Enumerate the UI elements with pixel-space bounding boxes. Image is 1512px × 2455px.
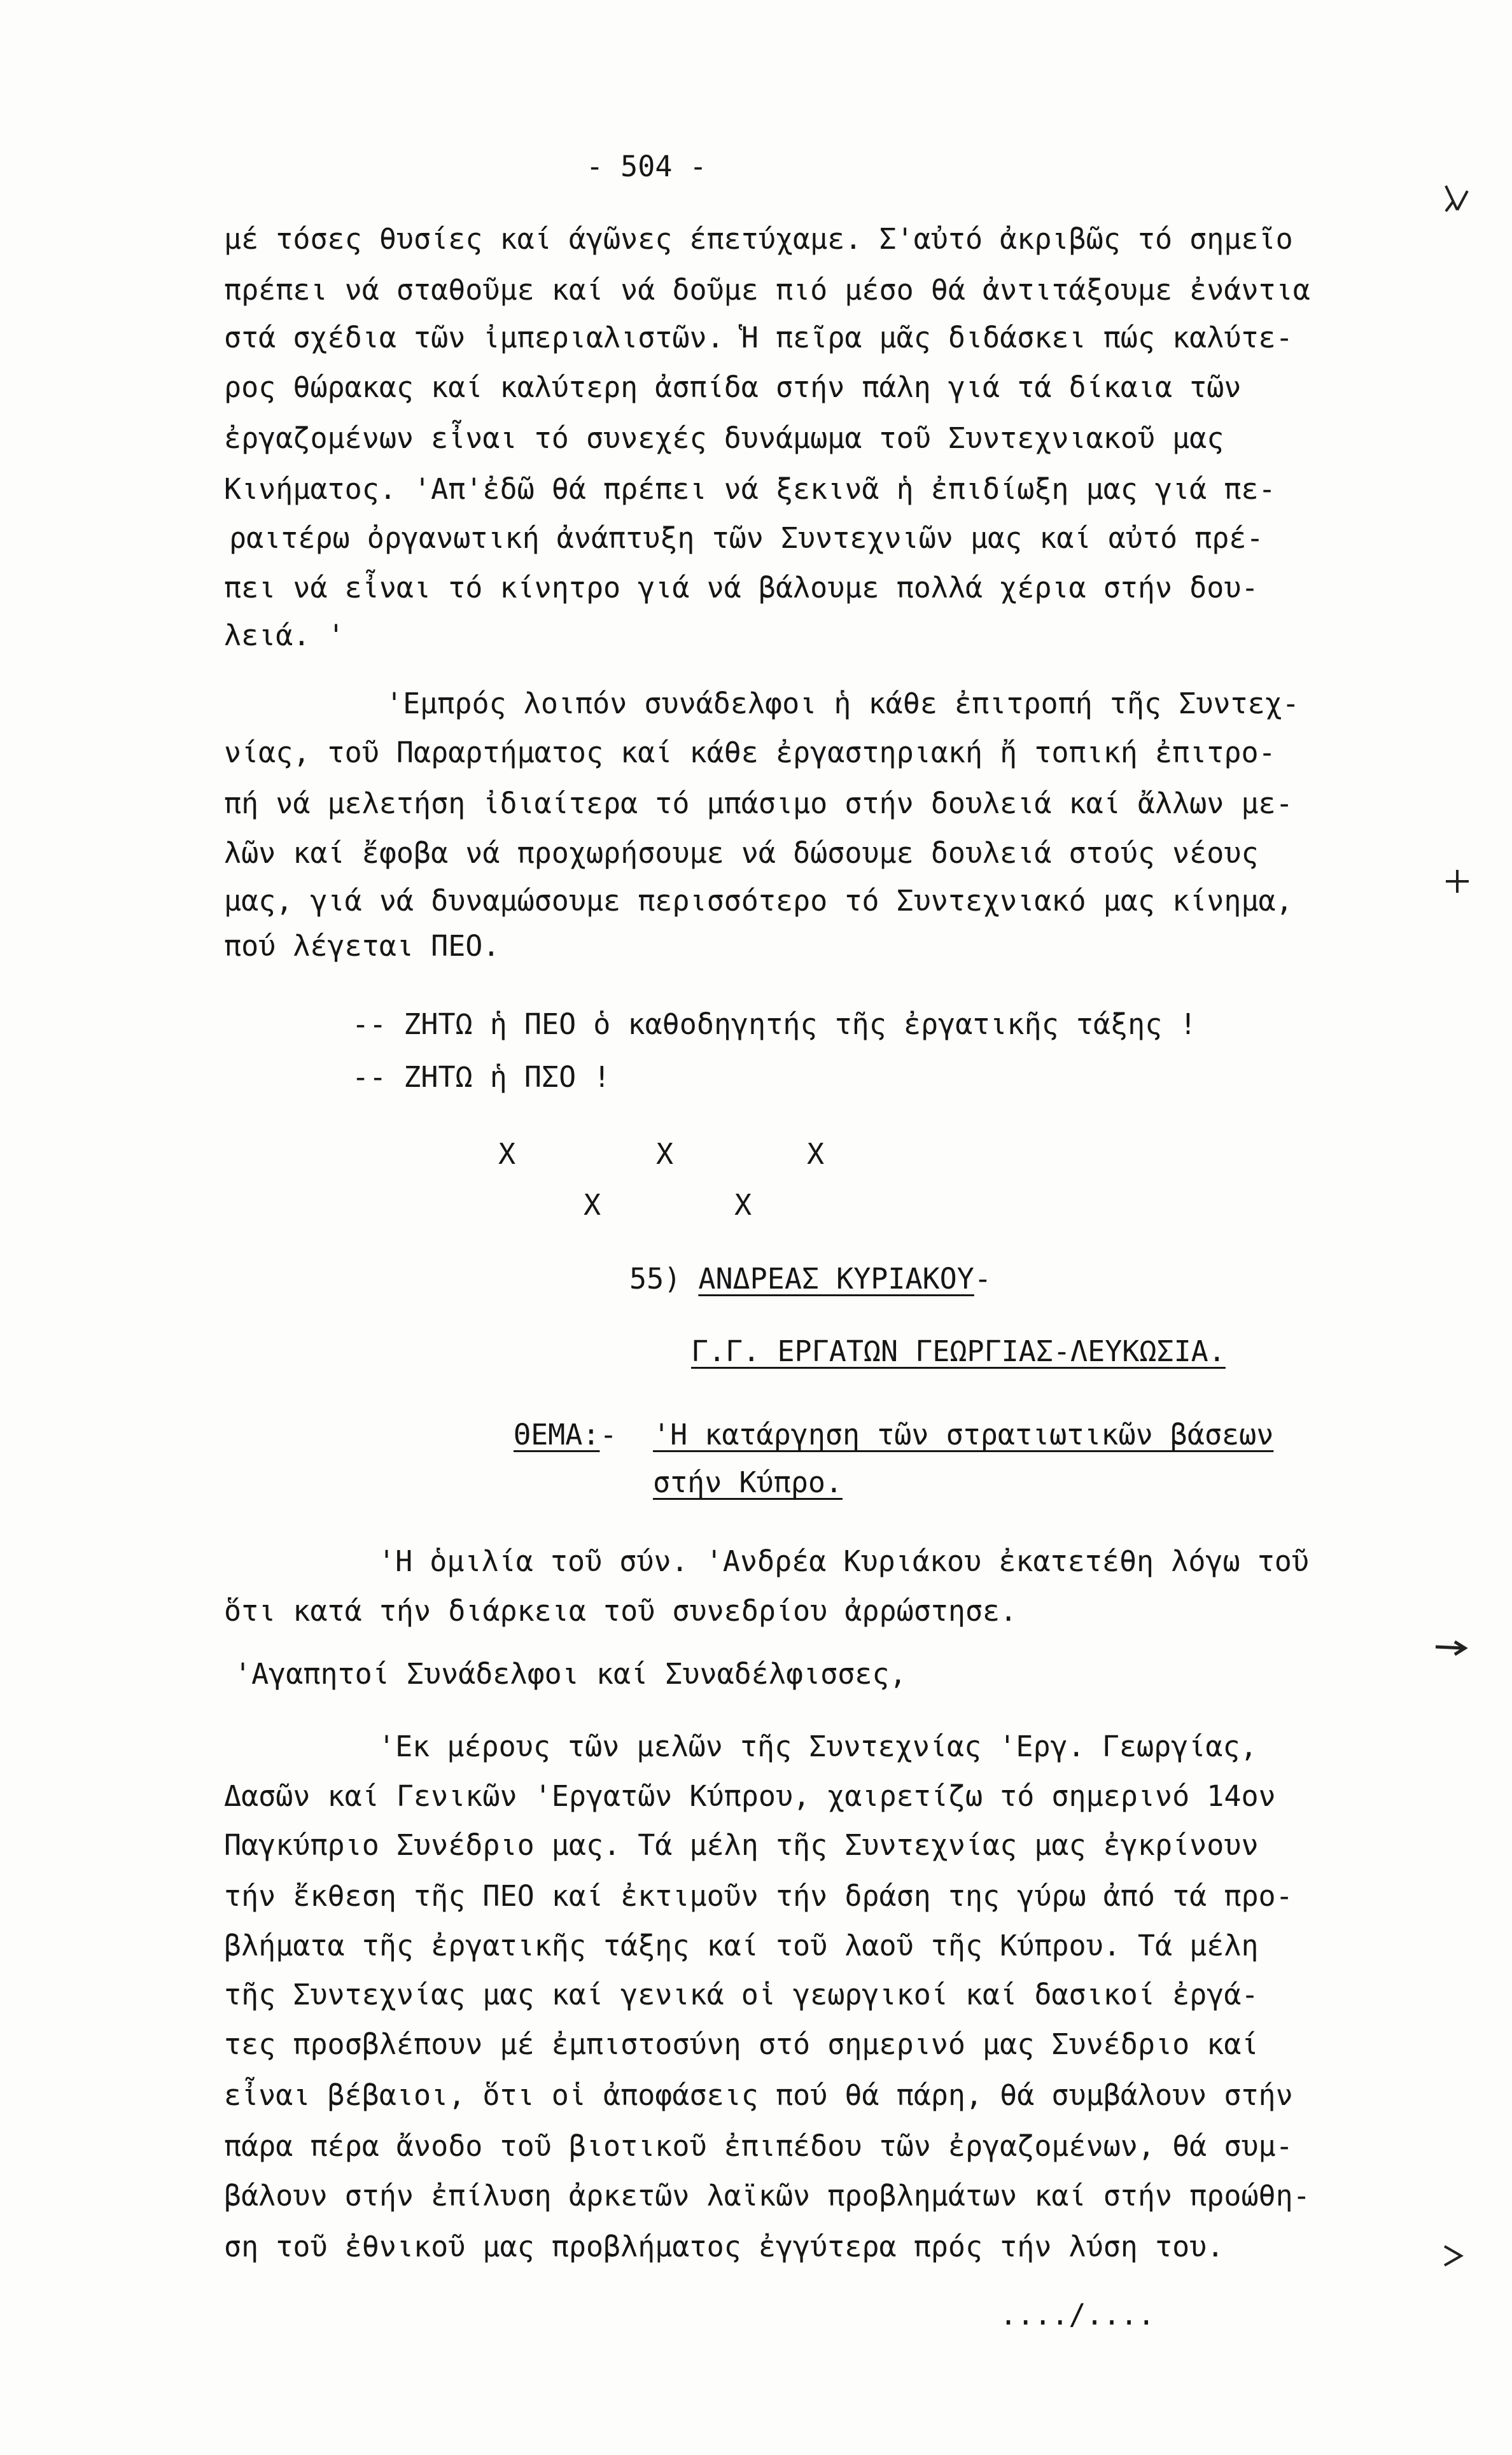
corner-mark <box>1446 186 1467 211</box>
paragraph-2-line: μας, γιά νά δυναμώσουμε περισσότερο τό Συντεχνιακό μας κίνημα, <box>224 884 1293 918</box>
slogan-line: -- ΖΗΤΩ ἡ ΠΕΟ ὁ καθοδηγητής τῆς ἐργατικῆς τάξης ! <box>352 1007 1197 1041</box>
paragraph-1-line: ἐργαζομένων εἶναι τό συνεχές δυνάμωμα τοῦ Συντεχνιακοῦ μας <box>224 421 1224 455</box>
speaker-number: 55) <box>629 1262 682 1296</box>
separator-mark: Χ <box>498 1137 516 1171</box>
speaker-name-end: - <box>974 1262 991 1296</box>
paragraph-3-line: ση τοῦ ἐθνικοῦ μας προβλήματος ἐγγύτερα πρός τήν λύση του. <box>224 2230 1224 2263</box>
paragraph-2-line: πή νά μελετήση ἰδιαίτερα τό μπάσιμο στήν δουλειά καί ἄλλων με- <box>224 787 1293 820</box>
paragraph-3-line: Δασῶν καί Γενικῶν 'Εργατῶν Κύπρου, χαιρετίζω τό σημερινό 14ον <box>224 1779 1276 1813</box>
paragraph-2-line: 'Εμπρός λοιπόν συνάδελφοι ἡ κάθε ἐπιτροπή τῆς Συντεχ- <box>386 687 1299 720</box>
continuation-mark: ..../.... <box>1000 2298 1155 2332</box>
separator-mark: Χ <box>584 1188 601 1222</box>
paragraph-1-line: ρος θώρακας καί καλύτερη ἀσπίδα στήν πάλη γιά τά δίκαια τῶν <box>224 370 1242 404</box>
paragraph-2-line: πού λέγεται ΠΕΟ. <box>224 929 500 963</box>
paragraph-3-line: τες προσβλέπουν μέ ἐμπιστοσύνη στό σημερινό μας Συνέδριο καί <box>224 2027 1259 2061</box>
subject-label-text: ΘΕΜΑ: <box>514 1418 600 1451</box>
paragraph-3-line: τῆς Συντεχνίας μας καί γενικά οἱ γεωργικοί καί δασικοί ἐργά- <box>224 1978 1259 2011</box>
paragraph-3-line: βλήματα τῆς ἐργατικῆς τάξης καί τοῦ λαοῦ τῆς Κύπρου. Τά μέλη <box>224 1929 1259 1962</box>
plus-mark <box>1446 870 1469 893</box>
paragraph-3-line: Παγκύπριο Συνέδριο μας. Τά μέλη τῆς Συντεχνίας μας ἐγκρίνουν <box>224 1828 1259 1862</box>
subject-line: 'Η κατάργηση τῶν στρατιωτικῶν βάσεων <box>653 1418 1274 1451</box>
paragraph-2-line: νίας, τοῦ Παραρτήματος καί κάθε ἐργαστηριακή ἤ τοπική ἐπιτρο- <box>224 736 1276 769</box>
separator-mark: Χ <box>807 1137 825 1171</box>
page-number: - 504 - <box>586 150 707 183</box>
arrow-mark <box>1436 1642 1465 1654</box>
subject-line: στήν Κύπρο. <box>653 1465 843 1499</box>
paragraph-1-line: λειά. ' <box>224 619 345 652</box>
paragraph-1-line: Κινήματος. 'Απ'ἐδῶ θά πρέπει νά ξεκινᾶ ἡ ἐπιδίωξη μας γιά πε- <box>224 472 1276 506</box>
paragraph-3-line: πάρα πέρα ἄνοδο τοῦ βιοτικοῦ ἐπιπέδου τῶν ἐργαζομένων, θά συμ- <box>224 2129 1293 2163</box>
separator-mark: Χ <box>734 1188 752 1222</box>
paragraph-3-line: εἶναι βέβαιοι, ὅτι οἱ ἀποφάσεις πού θά πάρη, θά συμβάλουν στήν <box>224 2078 1293 2112</box>
separator-mark: Χ <box>656 1137 674 1171</box>
note-line: 'Η ὁμιλία τοῦ σύν. 'Ανδρέα Κυριάκου ἐκατετέθη λόγω τοῦ <box>378 1544 1309 1578</box>
paragraph-3-line: 'Εκ μέρους τῶν μελῶν τῆς Συντεχνίας 'Εργ. Γεωργίας, <box>378 1730 1257 1763</box>
paragraph-1-line: μέ τόσες θυσίες καί άγῶνες έπετύχαμε. Σ'αὐτό ἀκριβῶς τό σημεῖο <box>224 222 1293 256</box>
paragraph-2-line: λῶν καί ἔφοβα νά προχωρήσουμε νά δώσουμε δουλειά στούς νέους <box>224 836 1259 870</box>
paragraph-3-line: βάλουν στήν ἐπίλυση ἀρκετῶν λαϊκῶν προβλημάτων καί στήν προώθη- <box>224 2179 1310 2213</box>
paragraph-1-line: ραιτέρω ὀργανωτική ἀνάπτυξη τῶν Συντεχνιῶν μας καί αὐτό πρέ- <box>229 521 1264 555</box>
slogan-line: -- ΖΗΤΩ ἡ ΠΣΟ ! <box>352 1060 611 1094</box>
salutation: 'Αγαπητοί Συνάδελφοι καί Συναδέλφισσες, <box>234 1657 907 1691</box>
paragraph-1-line: πρέπει νά σταθοῦμε καί νά δοῦμε πιό μέσο θά ἀντιτάξουμε ἐνάντια <box>224 273 1310 307</box>
paragraph-1-line: πει νά εἶναι τό κίνητρο γιά νά βάλουμε πολλά χέρια στήν δου- <box>224 571 1259 605</box>
chevron-mark <box>1445 2246 1461 2265</box>
speaker-title: Γ.Γ. ΕΡΓΑΤΩΝ ΓΕΩΡΓΙΑΣ-ΛΕΥΚΩΣΙΑ. <box>691 1334 1226 1368</box>
subject-label-end: - <box>599 1418 617 1451</box>
speaker-name: ΑΝΔΡΕΑΣ ΚΥΡΙΑΚΟΥ <box>698 1262 974 1296</box>
note-line: ὅτι κατά τήν διάρκεια τοῦ συνεδρίου ἀρρώστησε. <box>224 1594 1018 1628</box>
paragraph-1-line: στά σχέδια τῶν ἰμπεριαλιστῶν. Ἡ πεῖρα μᾶς διδάσκει πώς καλύτε- <box>224 321 1293 354</box>
paragraph-3-line: τήν ἔκθεση τῆς ΠΕΟ καί ἐκτιμοῦν τήν δράση της γύρω ἀπό τά προ- <box>224 1879 1293 1913</box>
